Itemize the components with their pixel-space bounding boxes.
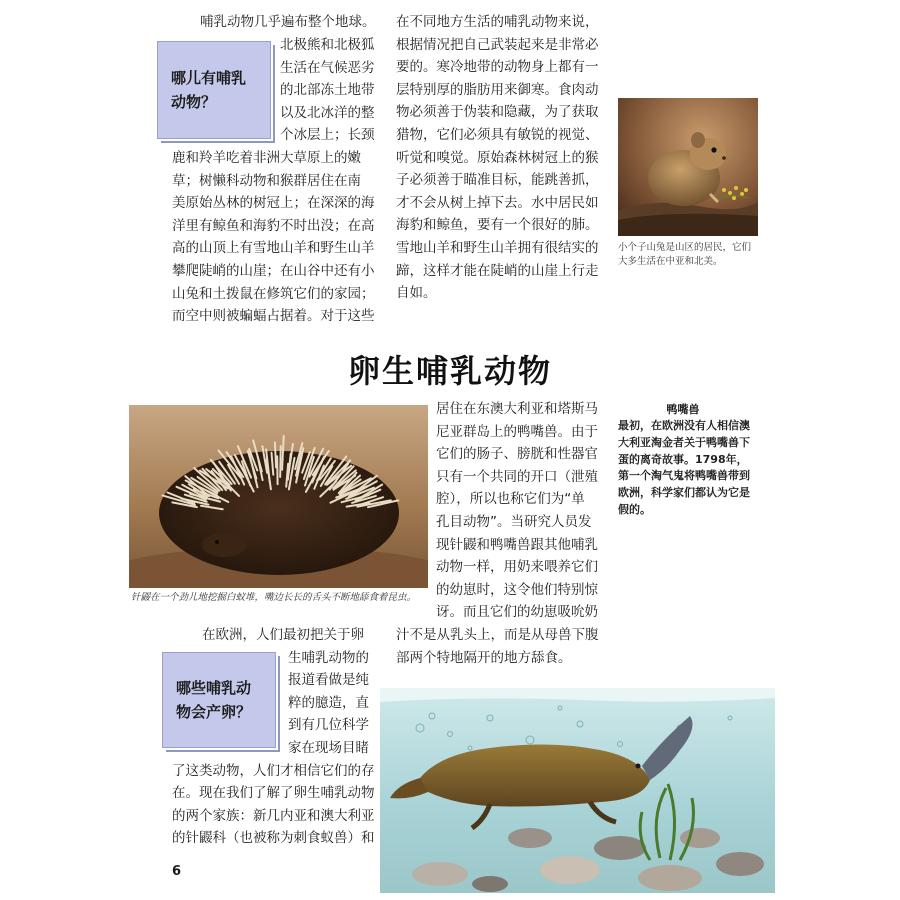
text-line: 腔），所以也称它们为“单 xyxy=(436,491,585,508)
text-line: 洋里有鲸鱼和海豹不时出没；在高 xyxy=(172,217,375,234)
echidna-caption: 针鼹在一个劲儿地挖掘白蚁堆，嘴边长长的舌头不断地舔食着昆虫。 xyxy=(131,592,417,603)
text-line: 听觉和嗅觉。原始森林树冠上的猴 xyxy=(396,149,599,166)
text-line: 才不会从树上掉下去。水中居民如 xyxy=(396,194,599,211)
text-line: 草；树懒科动物和猴群居住在南 xyxy=(172,172,361,189)
text-line: 而空中则被蝙蝠占据着。对于这些 xyxy=(172,308,375,325)
text-line: 部两个特地隔开的地方舔食。 xyxy=(396,649,572,666)
text-line: 只有一个共同的开口（泄殖 xyxy=(436,468,598,485)
pika-caption: 小个子山兔是山区的居民，它们大多生活在中亚和北美。 xyxy=(618,242,752,267)
text-line: 在不同地方生活的哺乳动物来说， xyxy=(396,14,599,30)
section-title: 卵生哺乳动物 xyxy=(347,352,552,390)
pika-illustration xyxy=(618,98,758,236)
text-line: 层特别厚的脂肪用来御寒。食肉动 xyxy=(396,81,599,98)
text-line: 鹿和羚羊吃着非洲大草原上的嫩 xyxy=(172,150,361,166)
page-number: 6 xyxy=(172,864,182,879)
text-line: 粹的臆造，直 xyxy=(288,694,369,711)
text-line: 以及北冰洋的整 xyxy=(280,104,375,121)
text-line: 的两个家族：新几内亚和澳大利亚 xyxy=(172,807,375,824)
text-line: 到有几位科学 xyxy=(288,717,369,734)
echidna-photo xyxy=(129,405,428,588)
question-text-where: 哪儿有哺乳动物？ xyxy=(171,69,247,111)
text-line: 子必须善于瞄准目标，能跳善抓， xyxy=(396,172,599,189)
text-line: 猎物，它们必须具有敏锐的视觉、 xyxy=(396,127,599,143)
text-line: 物必须善于伪装和隐藏，为了获取 xyxy=(396,104,599,121)
text-line: 孔目动物”。当研究人员发 xyxy=(436,514,592,530)
text-line: 雪地山羊和野生山羊拥有很结实的 xyxy=(396,240,599,256)
question-box-eggs xyxy=(162,652,276,748)
text-line: 生活在气候恶劣 xyxy=(280,59,375,76)
platypus-illustration xyxy=(380,688,775,893)
sidenote-title: 鸭嘴兽 xyxy=(666,403,700,416)
text-line: 海豹和鲸鱼，要有一个很好的肺。 xyxy=(396,217,599,234)
text-line: 报道看做是纯 xyxy=(288,672,369,689)
text-line: 现针鼹和鸭嘴兽跟其他哺乳 xyxy=(436,536,598,553)
text-line: 汁不是从乳头上，而是从母兽下腹 xyxy=(396,627,599,643)
text-line: 山兔和土拨鼠在修筑它们的家园； xyxy=(172,285,375,302)
text-line: 了这类动物，人们才相信它们的存 xyxy=(172,762,375,779)
text-line: 要的。寒冷地带的动物身上都有一 xyxy=(396,59,599,76)
text-line: 它们的肠子、膀胱和性器官 xyxy=(436,446,598,463)
text-line: 居住在东澳大利亚和塔斯马 xyxy=(436,401,598,417)
europe-first-line: 在欧洲，人们最初把关于卵 xyxy=(202,627,364,643)
question-text-eggs: 哪些哺乳动物会产卵？ xyxy=(176,679,252,721)
text-line: 的北部冻土地带 xyxy=(280,82,375,99)
question-box-where xyxy=(157,41,271,139)
text-line: 北极熊和北极狐 xyxy=(280,37,375,53)
text-line: 动物一样，用奶来喂养它们 xyxy=(436,559,598,576)
text-line: 自如。 xyxy=(396,285,437,302)
intro-first-line: 哺乳动物几乎遍布整个地球。 xyxy=(200,14,376,30)
text-line: 根据情况把自己武装起来是非常必 xyxy=(396,36,599,53)
platypus-drawing xyxy=(380,688,775,893)
text-line: 的针鼹科（也被称为刺食蚁兽）和 xyxy=(172,830,375,847)
text-line: 高的山顶上有雪地山羊和野生山羊 xyxy=(172,240,375,257)
text-line: 讶。而且它们的幼崽吸吮奶 xyxy=(436,604,598,621)
pika-photo xyxy=(618,98,758,236)
text-line: 的幼崽时，这令他们特别惊 xyxy=(436,581,598,598)
text-line: 攀爬陡峭的山崖；在山谷中还有小 xyxy=(172,263,375,279)
text-line: 尼亚群岛上的鸭嘴兽。由于 xyxy=(436,423,598,440)
text-line: 生哺乳动物的 xyxy=(288,649,369,666)
text-line: 个冰层上；长颈 xyxy=(280,127,375,144)
echidna-spine xyxy=(280,446,281,477)
echidna-illustration xyxy=(129,405,428,588)
text-line: 蹄，这样才能在陡峭的山崖上行走 xyxy=(396,262,599,279)
text-line: 家在现场目睹 xyxy=(288,740,369,756)
text-line: 美原始丛林的树冠上；在深深的海 xyxy=(172,195,375,212)
sidenote-text: 最初，在欧洲没有人相信澳大利亚淘金者关于鸭嘴兽下蛋的离奇故事。1798年，第一个淘气鬼将鸭嘴兽带到欧洲，科学家们都认为它是假的。 xyxy=(618,419,750,516)
echidna-spine xyxy=(275,443,276,468)
text-line: 在。现在我们了解了卵生哺乳动物 xyxy=(172,785,375,802)
